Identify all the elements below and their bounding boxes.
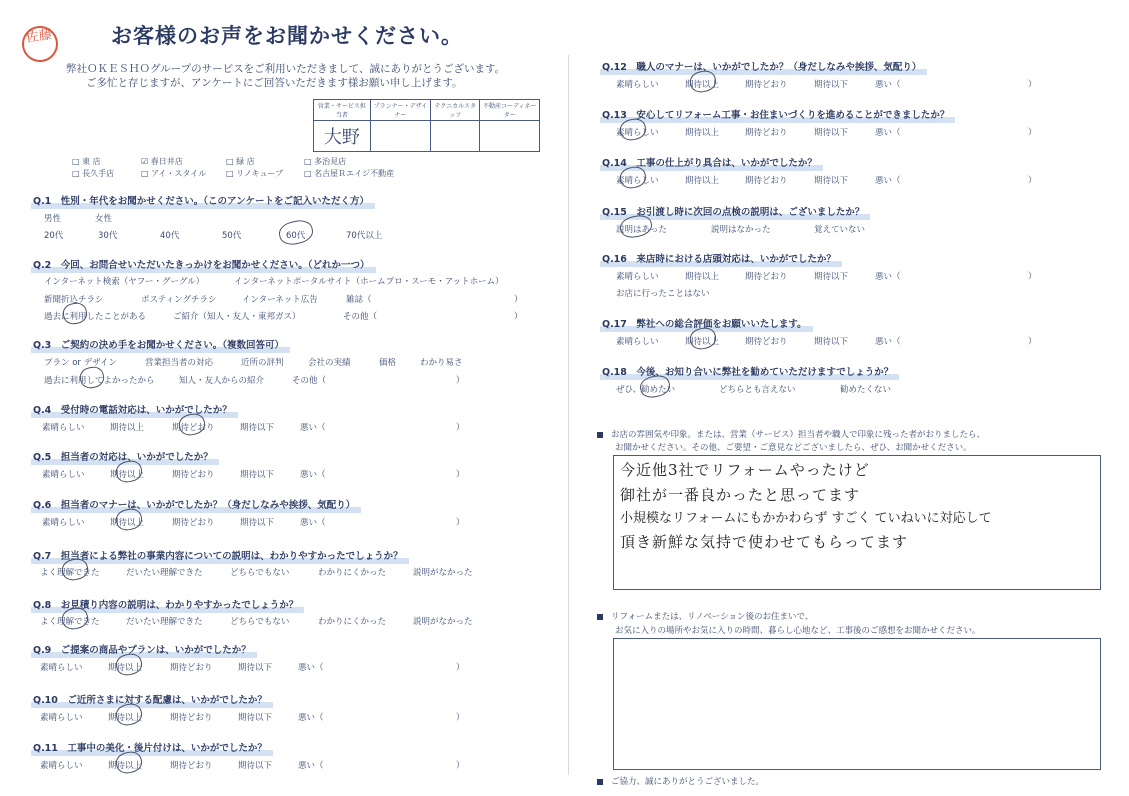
- store-option[interactable]: □ 東 店: [72, 157, 101, 166]
- option[interactable]: よく理解できた: [40, 617, 100, 627]
- option[interactable]: 期待どおり: [172, 423, 215, 433]
- option[interactable]: その他（: [343, 312, 378, 322]
- option[interactable]: 新聞折込チラシ: [44, 295, 104, 305]
- option[interactable]: どちらとも言えない: [719, 385, 796, 395]
- option: ）: [514, 295, 523, 305]
- option[interactable]: わかりにくかった: [318, 617, 387, 627]
- square-bullet-icon: [597, 779, 603, 785]
- question-18: Q.18 今後、お知り合いに弊社を勧めていただけますでしょうか？: [602, 364, 893, 378]
- option[interactable]: 期待どおり: [170, 713, 213, 723]
- comment-box-2[interactable]: [613, 638, 1101, 770]
- staff-header: 不動産コーディネーター: [480, 100, 540, 121]
- option[interactable]: 期待以上: [110, 518, 145, 528]
- option: ）: [456, 518, 465, 528]
- option[interactable]: 素晴らしい: [616, 128, 659, 138]
- option[interactable]: わかり易さ: [420, 358, 463, 368]
- option: ）: [514, 312, 523, 322]
- staff-header: プランナー・デザイナー: [370, 100, 430, 121]
- option[interactable]: 価格: [379, 358, 397, 368]
- question-9: Q.9 ご提案の商品やプランは、いかがでしたか？: [33, 642, 251, 656]
- option[interactable]: 期待以下: [814, 176, 849, 186]
- option[interactable]: 知人・友人からの紹介: [179, 376, 265, 386]
- option: ）: [1028, 337, 1037, 347]
- option[interactable]: 悪い（: [298, 761, 324, 771]
- option: ）: [456, 663, 465, 673]
- staff-sales-name: 大野: [314, 121, 371, 152]
- option[interactable]: ご紹介（知人・友人・東邦ガス）: [173, 312, 301, 322]
- option[interactable]: プラン or デザイン: [44, 358, 118, 368]
- question-2: Q.2 今回、お問合せいただいたきっかけをお聞かせください。（どれか一つ）: [33, 257, 370, 271]
- option: ）: [456, 713, 465, 723]
- option[interactable]: どちらでもない: [230, 617, 290, 627]
- option[interactable]: 期待以上: [685, 80, 720, 90]
- option[interactable]: ぜひ、勧めたい: [616, 385, 676, 395]
- question-8: Q.8 お見積り内容の説明は、わかりやすかったでしょうか？: [33, 597, 298, 611]
- staff-header: テクニカルスタッフ: [431, 100, 480, 121]
- option[interactable]: 期待以上: [685, 176, 720, 186]
- option[interactable]: 女性: [95, 214, 113, 224]
- staff-technical-name: [431, 121, 480, 152]
- option[interactable]: インターネットポータルサイト（ホームプロ・スーモ・アットホーム）: [234, 277, 504, 287]
- option[interactable]: お店に行ったことはない: [616, 289, 710, 299]
- store-option[interactable]: □ 多治見店: [304, 157, 347, 166]
- option: ）: [456, 376, 465, 386]
- option[interactable]: 期待どおり: [170, 761, 213, 771]
- comment-prompt-1: お店の雰囲気や印象。または、営業（サービス）担当者や職人で印象に残った者がおりましたら、: [597, 428, 985, 440]
- option[interactable]: 期待以下: [814, 80, 849, 90]
- option[interactable]: 悪い（: [875, 176, 901, 186]
- question-17: Q.17 弊社への総合評価をお願いいたします。: [602, 316, 807, 330]
- option[interactable]: 悪い（: [300, 470, 326, 480]
- option[interactable]: 期待以上: [108, 663, 143, 673]
- question-1: Q.1 性別・年代をお聞かせください。（このアンケートをご記入いただく方）: [33, 193, 369, 207]
- footer-thanks: ご協力、誠にありがとうございました。: [597, 775, 764, 787]
- option: ）: [1028, 128, 1037, 138]
- option[interactable]: だいたい理解できた: [126, 568, 203, 578]
- option[interactable]: 悪い（: [300, 423, 326, 433]
- question-13: Q.13 安心してリフォーム工事・お住まいづくりを進めることができましたか？: [602, 107, 949, 121]
- comment-prompt-2b: お気に入りの場所やお気に入りの時間、暮らし心地など、工事後のご感想をお聞かせください。: [615, 626, 981, 636]
- option[interactable]: 素晴らしい: [40, 713, 83, 723]
- square-bullet-icon: [597, 614, 603, 620]
- staff-planner-name: [370, 121, 430, 152]
- option: ）: [1028, 176, 1037, 186]
- comment-prompt-1b: お聞かせください。その他、ご要望・ご意見などございましたら、ぜひ、お聞かせください。: [615, 443, 972, 453]
- store-option[interactable]: □ 名古屋Ｒエイジ不動産: [304, 169, 395, 178]
- option[interactable]: 70代以上: [346, 231, 383, 241]
- center-fold: [568, 55, 569, 775]
- staff-header: 営業・サービス担当者: [314, 100, 371, 121]
- option[interactable]: 期待以下: [238, 663, 273, 673]
- option[interactable]: 覚えていない: [814, 225, 866, 235]
- option[interactable]: 期待以下: [240, 423, 275, 433]
- option[interactable]: 素晴らしい: [616, 337, 659, 347]
- option[interactable]: 期待以下: [814, 337, 849, 347]
- option[interactable]: 20代: [44, 231, 64, 241]
- option[interactable]: 悪い（: [875, 128, 901, 138]
- handwritten-line: 小規模なリフォームにもかかわらず すごく ていねいに対応して: [620, 511, 992, 526]
- store-option[interactable]: □ アイ・スタイル: [141, 169, 207, 178]
- option[interactable]: 素晴らしい: [40, 761, 83, 771]
- option[interactable]: 期待以下: [814, 272, 849, 282]
- option[interactable]: 勧めたくない: [840, 385, 892, 395]
- question-11: Q.11 工事中の美化・後片付けは、いかがでしたか？: [33, 740, 267, 754]
- square-bullet-icon: [597, 432, 603, 438]
- option[interactable]: 期待どおり: [170, 663, 213, 673]
- store-option[interactable]: □ 緑 店: [226, 157, 255, 166]
- option[interactable]: 期待以上: [108, 713, 143, 723]
- option[interactable]: 男性: [44, 214, 62, 224]
- option[interactable]: 会社の実績: [308, 358, 351, 368]
- store-option[interactable]: □ 長久手店: [72, 169, 115, 178]
- option[interactable]: 60代: [286, 231, 306, 241]
- question-6: Q.6 担当者のマナーは、いかがでしたか？（身だしなみや挨拶、気配り）: [33, 497, 355, 511]
- option[interactable]: 近所の評判: [241, 358, 284, 368]
- option[interactable]: 期待どおり: [172, 470, 215, 480]
- option[interactable]: 期待以上: [685, 272, 720, 282]
- option[interactable]: 素晴らしい: [616, 80, 659, 90]
- option: ）: [456, 761, 465, 771]
- option[interactable]: 説明はあった: [616, 225, 667, 235]
- option[interactable]: 素晴らしい: [42, 423, 85, 433]
- option[interactable]: 期待以下: [814, 128, 849, 138]
- option[interactable]: 説明はなかった: [711, 225, 771, 235]
- intro-line-1: 弊社ＯＫＥＳＨＯグループのサービスをご利用いただきまして、誠にありがとうございます。: [66, 63, 506, 75]
- intro-line-2: ご多忙と存じますが、アンケートにご回答いただきます様お願い申し上げます。: [86, 77, 463, 89]
- option[interactable]: 期待以下: [238, 713, 273, 723]
- staff-realestate-name: [480, 121, 540, 152]
- option[interactable]: 期待以上: [110, 470, 145, 480]
- option[interactable]: 期待以上: [685, 337, 720, 347]
- option[interactable]: だいたい理解できた: [126, 617, 203, 627]
- option[interactable]: 期待どおり: [745, 337, 788, 347]
- option: ）: [1028, 80, 1037, 90]
- store-option[interactable]: ☑ 春日井店: [141, 157, 183, 166]
- option[interactable]: 期待どおり: [745, 272, 788, 282]
- question-10: Q.10 ご近所さまに対する配慮は、いかがでしたか？: [33, 692, 267, 706]
- option: ）: [456, 470, 465, 480]
- option: ）: [1028, 272, 1037, 282]
- option[interactable]: どちらでもない: [230, 568, 290, 578]
- option[interactable]: わかりにくかった: [318, 568, 387, 578]
- option[interactable]: 悪い（: [300, 518, 326, 528]
- option[interactable]: 50代: [222, 231, 242, 241]
- option[interactable]: 悪い（: [875, 337, 901, 347]
- option[interactable]: 素晴らしい: [40, 663, 83, 673]
- question-15: Q.15 お引渡し時に次回の点検の説明は、ございましたか？: [602, 204, 864, 218]
- option[interactable]: ポスティングチラシ: [141, 295, 217, 305]
- option[interactable]: 期待どおり: [745, 128, 788, 138]
- option[interactable]: 期待どおり: [172, 518, 215, 528]
- option[interactable]: 悪い（: [875, 80, 901, 90]
- option[interactable]: 悪い（: [875, 272, 901, 282]
- answer-circle: [78, 365, 106, 391]
- page-title: お客様のお声をお聞かせください。: [111, 24, 463, 48]
- question-16: Q.16 来店時における店頭対応は、いかがでしたか？: [602, 251, 836, 265]
- option[interactable]: 説明がなかった: [413, 568, 473, 578]
- comment-prompt-2: リフォームまたは、リノベーション後のお住まいで、: [597, 610, 813, 622]
- option[interactable]: 素晴らしい: [616, 272, 659, 282]
- option[interactable]: 悪い（: [298, 713, 324, 723]
- question-7: Q.7 担当者による弊社の事業内容についての説明は、わかりやすかったでしょうか？: [33, 548, 403, 562]
- option[interactable]: 説明がなかった: [413, 617, 473, 627]
- option[interactable]: インターネット検索（ヤフー・グーグル）: [44, 277, 205, 287]
- seal-text: 佐藤: [25, 27, 53, 46]
- option[interactable]: 30代: [98, 231, 118, 241]
- option[interactable]: 悪い（: [298, 663, 324, 673]
- option[interactable]: 40代: [160, 231, 180, 241]
- handwritten-line: 御社が一番良かったと思ってます: [620, 486, 861, 504]
- question-4: Q.4 受付時の電話対応は、いかがでしたか？: [33, 402, 232, 416]
- name-seal: [20, 24, 61, 65]
- option[interactable]: 期待以下: [240, 518, 275, 528]
- option[interactable]: 過去に利用したことがある: [44, 312, 147, 322]
- staff-table: [313, 99, 540, 152]
- option[interactable]: 雑誌（: [346, 295, 372, 305]
- option: ）: [456, 423, 465, 433]
- option[interactable]: 営業担当者の対応: [145, 358, 214, 368]
- option[interactable]: 期待以下: [238, 761, 273, 771]
- option[interactable]: 期待以上: [110, 423, 145, 433]
- option[interactable]: よく理解できた: [40, 568, 100, 578]
- option[interactable]: インターネット広告: [242, 295, 318, 305]
- question-14: Q.14 工事の仕上がり具合は、いかがでしたか？: [602, 155, 817, 169]
- store-option[interactable]: □ リノキューブ: [226, 169, 284, 178]
- question-5: Q.5 担当者の対応は、いかがでしたか？: [33, 449, 213, 463]
- option[interactable]: 期待どおり: [745, 80, 788, 90]
- option[interactable]: 素晴らしい: [42, 518, 85, 528]
- option[interactable]: 素晴らしい: [42, 470, 85, 480]
- option[interactable]: 過去に利用してよかったから: [44, 376, 155, 386]
- option[interactable]: 期待以下: [240, 470, 275, 480]
- option[interactable]: 期待どおり: [745, 176, 788, 186]
- option[interactable]: その他（: [292, 376, 327, 386]
- question-3: Q.3 ご契約の決め手をお聞かせください。（複数回答可）: [33, 337, 284, 351]
- option[interactable]: 期待以上: [685, 128, 720, 138]
- handwritten-line: 頂き新鮮な気持で使わせてもらってます: [620, 533, 909, 551]
- handwritten-line: 今近他3社でリフォームやったけど: [620, 461, 870, 479]
- question-12: Q.12 職人のマナーは、いかがでしたか？（身だしなみや挨拶、気配り）: [602, 59, 921, 73]
- answer-circle: [277, 218, 315, 248]
- option[interactable]: 期待以上: [108, 761, 143, 771]
- option[interactable]: 素晴らしい: [616, 176, 659, 186]
